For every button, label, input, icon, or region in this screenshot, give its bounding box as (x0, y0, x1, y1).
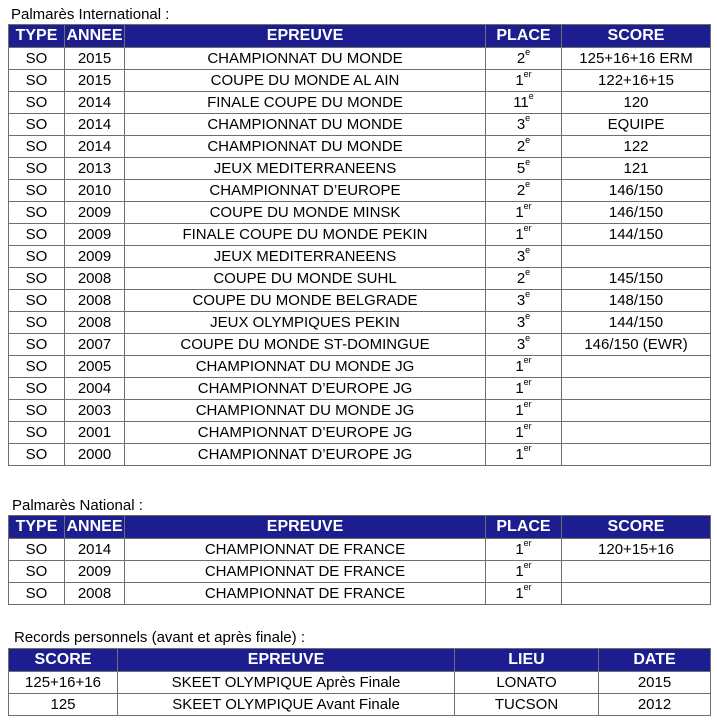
place-cell (486, 290, 562, 312)
col-date-header: DATE (599, 649, 711, 672)
type-cell: SO (9, 180, 65, 202)
table-row (9, 422, 711, 444)
type-cell: SO (9, 246, 65, 268)
table-header-row (9, 516, 711, 539)
event-cell: CHAMPIONNAT D’EUROPE JG (125, 378, 486, 400)
type-cell: SO (9, 114, 65, 136)
place-suffix: e (525, 47, 531, 57)
score-cell: 120+15+16 (562, 539, 711, 561)
col-place-header: LIEU (455, 649, 599, 672)
place-suffix: e (525, 333, 531, 343)
place-suffix: er (523, 201, 532, 211)
type-cell: SO (9, 268, 65, 290)
type-cell: SO (9, 583, 65, 605)
place-cell (486, 202, 562, 224)
records-title: Records personnels (avant et après finale) : (14, 629, 305, 646)
score-cell: 122+16+15 (562, 70, 711, 92)
event-cell: COUPE DU MONDE SUHL (125, 268, 486, 290)
place-cell (486, 70, 562, 92)
table-row (9, 539, 711, 561)
table-row (9, 48, 711, 70)
place-cell (486, 334, 562, 356)
place-number: 5 (516, 160, 526, 177)
year-cell: 2007 (65, 334, 125, 356)
col-type-header: TYPE (9, 516, 65, 539)
year-cell: 2014 (65, 539, 125, 561)
table-row (9, 70, 711, 92)
event-cell: COUPE DU MONDE AL AIN (125, 70, 486, 92)
place-suffix: e (528, 91, 534, 101)
type-cell: SO (9, 539, 65, 561)
table-row (9, 202, 711, 224)
col-score-header: SCORE (9, 649, 118, 672)
table-row (9, 136, 711, 158)
score-cell: 146/150 (EWR) (562, 334, 711, 356)
place-cell (486, 422, 562, 444)
year-cell: 2008 (65, 268, 125, 290)
year-cell: 2009 (65, 246, 125, 268)
place-cell (486, 444, 562, 466)
year-cell: 2013 (65, 158, 125, 180)
event-cell: COUPE DU MONDE BELGRADE (125, 290, 486, 312)
score-cell: 125 (9, 694, 118, 716)
place-suffix: er (523, 582, 532, 592)
table-row (9, 158, 711, 180)
place-number: 3 (516, 248, 526, 265)
place-cell (486, 400, 562, 422)
event-cell: CHAMPIONNAT D’EUROPE (125, 180, 486, 202)
place-suffix: e (525, 311, 531, 321)
col-place-header: PLACE (486, 25, 562, 48)
place-number: 1 (515, 424, 524, 441)
place-cell (486, 583, 562, 605)
type-cell: SO (9, 290, 65, 312)
col-event-header: EPREUVE (125, 25, 486, 48)
table-row (9, 694, 711, 716)
place-cell (486, 561, 562, 583)
type-cell: SO (9, 70, 65, 92)
place-suffix: er (523, 355, 532, 365)
place-cell (486, 224, 562, 246)
event-cell: FINALE COUPE DU MONDE PEKIN (125, 224, 486, 246)
event-cell: JEUX MEDITERRANEENS (125, 158, 486, 180)
place-number: 1 (515, 380, 524, 397)
score-cell: 146/150 (562, 180, 711, 202)
year-cell: 2005 (65, 356, 125, 378)
place-suffix: er (523, 421, 532, 431)
place-number: 1 (515, 358, 524, 375)
place-cell (486, 136, 562, 158)
year-cell: 2008 (65, 583, 125, 605)
place-suffix: er (523, 538, 532, 548)
place-suffix: e (525, 135, 531, 145)
place-cell (486, 312, 562, 334)
event-cell: CHAMPIONNAT DE FRANCE (125, 539, 486, 561)
date-cell: 2015 (599, 672, 711, 694)
event-cell: JEUX MEDITERRANEENS (125, 246, 486, 268)
year-cell: 2008 (65, 312, 125, 334)
score-cell (562, 400, 711, 422)
place-cell: TUCSON (455, 694, 599, 716)
place-suffix: er (523, 223, 532, 233)
year-cell: 2015 (65, 70, 125, 92)
type-cell: SO (9, 48, 65, 70)
year-cell: 2009 (65, 224, 125, 246)
place-suffix: er (523, 69, 532, 79)
place-number: 1 (515, 446, 524, 463)
table-header-row (9, 649, 711, 672)
place-suffix: e (525, 113, 531, 123)
year-cell: 2009 (65, 561, 125, 583)
type-cell: SO (9, 334, 65, 356)
score-cell (562, 422, 711, 444)
col-place-header: PLACE (486, 516, 562, 539)
table-row (9, 400, 711, 422)
place-suffix: er (523, 399, 532, 409)
table-row (9, 180, 711, 202)
table-row (9, 92, 711, 114)
place-suffix: er (523, 377, 532, 387)
place-cell (486, 92, 562, 114)
year-cell: 2001 (65, 422, 125, 444)
place-cell (486, 158, 562, 180)
table-row (9, 334, 711, 356)
place-number: 11 (513, 94, 529, 111)
score-cell: 125+16+16 (9, 672, 118, 694)
table-row (9, 246, 711, 268)
event-cell: FINALE COUPE DU MONDE (125, 92, 486, 114)
place-suffix: e (525, 157, 531, 167)
type-cell: SO (9, 422, 65, 444)
place-suffix: e (525, 179, 531, 189)
event-cell: CHAMPIONNAT DU MONDE JG (125, 356, 486, 378)
score-cell: 125+16+16 ERM (562, 48, 711, 70)
score-cell: 146/150 (562, 202, 711, 224)
event-cell: JEUX OLYMPIQUES PEKIN (125, 312, 486, 334)
year-cell: 2010 (65, 180, 125, 202)
table-row (9, 378, 711, 400)
event-cell: COUPE DU MONDE MINSK (125, 202, 486, 224)
place-number: 3 (516, 336, 526, 353)
type-cell: SO (9, 158, 65, 180)
year-cell: 2003 (65, 400, 125, 422)
score-cell (562, 246, 711, 268)
col-type-header: TYPE (9, 25, 65, 48)
year-cell: 2004 (65, 378, 125, 400)
type-cell: SO (9, 136, 65, 158)
place-number: 3 (516, 292, 526, 309)
type-cell: SO (9, 356, 65, 378)
table-row (9, 672, 711, 694)
score-cell (562, 444, 711, 466)
place-number: 1 (515, 563, 524, 580)
year-cell: 2015 (65, 48, 125, 70)
score-cell (562, 561, 711, 583)
type-cell: SO (9, 378, 65, 400)
place-number: 3 (516, 314, 526, 331)
score-cell: 148/150 (562, 290, 711, 312)
place-cell (486, 268, 562, 290)
type-cell: SO (9, 400, 65, 422)
col-year-header: ANNEE (65, 516, 125, 539)
place-cell (486, 114, 562, 136)
place-cell (486, 378, 562, 400)
year-cell: 2000 (65, 444, 125, 466)
event-cell: COUPE DU MONDE ST-DOMINGUE (125, 334, 486, 356)
place-number: 1 (515, 585, 524, 602)
table-row (9, 290, 711, 312)
col-score-header: SCORE (562, 516, 711, 539)
score-cell (562, 378, 711, 400)
event-cell: CHAMPIONNAT DU MONDE (125, 114, 486, 136)
score-cell (562, 356, 711, 378)
place-suffix: e (525, 267, 531, 277)
type-cell: SO (9, 92, 65, 114)
event-cell: CHAMPIONNAT DU MONDE (125, 136, 486, 158)
table-header-row (9, 25, 711, 48)
year-cell: 2008 (65, 290, 125, 312)
event-cell: SKEET OLYMPIQUE Avant Finale (118, 694, 455, 716)
place-cell: LONATO (455, 672, 599, 694)
type-cell: SO (9, 444, 65, 466)
score-cell: 121 (562, 158, 711, 180)
col-event-header: EPREUVE (118, 649, 455, 672)
event-cell: CHAMPIONNAT D’EUROPE JG (125, 444, 486, 466)
place-cell (486, 539, 562, 561)
place-cell (486, 246, 562, 268)
place-suffix: e (525, 245, 531, 255)
col-score-header: SCORE (562, 25, 711, 48)
place-number: 1 (515, 72, 524, 89)
table-row (9, 356, 711, 378)
event-cell: CHAMPIONNAT DU MONDE (125, 48, 486, 70)
international-title: Palmarès International : (11, 6, 170, 23)
international-table (8, 24, 711, 466)
type-cell: SO (9, 202, 65, 224)
national-table (8, 515, 711, 605)
type-cell: SO (9, 224, 65, 246)
score-cell: 145/150 (562, 268, 711, 290)
col-year-header: ANNEE (65, 25, 125, 48)
place-number: 3 (516, 116, 526, 133)
year-cell: 2014 (65, 92, 125, 114)
event-cell: CHAMPIONNAT DU MONDE JG (125, 400, 486, 422)
place-number: 1 (515, 226, 524, 243)
place-suffix: er (523, 560, 532, 570)
score-cell: 144/150 (562, 312, 711, 334)
table-row (9, 583, 711, 605)
place-cell (486, 180, 562, 202)
place-suffix: er (523, 443, 532, 453)
table-row (9, 224, 711, 246)
score-cell (562, 583, 711, 605)
table-row (9, 561, 711, 583)
col-event-header: EPREUVE (125, 516, 486, 539)
type-cell: SO (9, 312, 65, 334)
place-suffix: e (525, 289, 531, 299)
year-cell: 2014 (65, 136, 125, 158)
score-cell: 122 (562, 136, 711, 158)
place-number: 2 (516, 50, 526, 67)
place-number: 2 (516, 270, 526, 287)
score-cell: 144/150 (562, 224, 711, 246)
table-row (9, 114, 711, 136)
type-cell: SO (9, 561, 65, 583)
event-cell: CHAMPIONNAT D’EUROPE JG (125, 422, 486, 444)
place-number: 1 (515, 204, 524, 221)
place-number: 1 (515, 541, 524, 558)
year-cell: 2014 (65, 114, 125, 136)
table-row (9, 444, 711, 466)
table-row (9, 312, 711, 334)
event-cell: SKEET OLYMPIQUE Après Finale (118, 672, 455, 694)
place-number: 2 (516, 138, 526, 155)
place-cell (486, 48, 562, 70)
score-cell: 120 (562, 92, 711, 114)
records-table (8, 648, 711, 716)
year-cell: 2009 (65, 202, 125, 224)
place-number: 2 (516, 182, 526, 199)
score-cell: EQUIPE (562, 114, 711, 136)
table-row (9, 268, 711, 290)
place-cell (486, 356, 562, 378)
place-number: 1 (515, 402, 524, 419)
event-cell: CHAMPIONNAT DE FRANCE (125, 583, 486, 605)
date-cell: 2012 (599, 694, 711, 716)
national-title: Palmarès National : (12, 497, 143, 514)
event-cell: CHAMPIONNAT DE FRANCE (125, 561, 486, 583)
